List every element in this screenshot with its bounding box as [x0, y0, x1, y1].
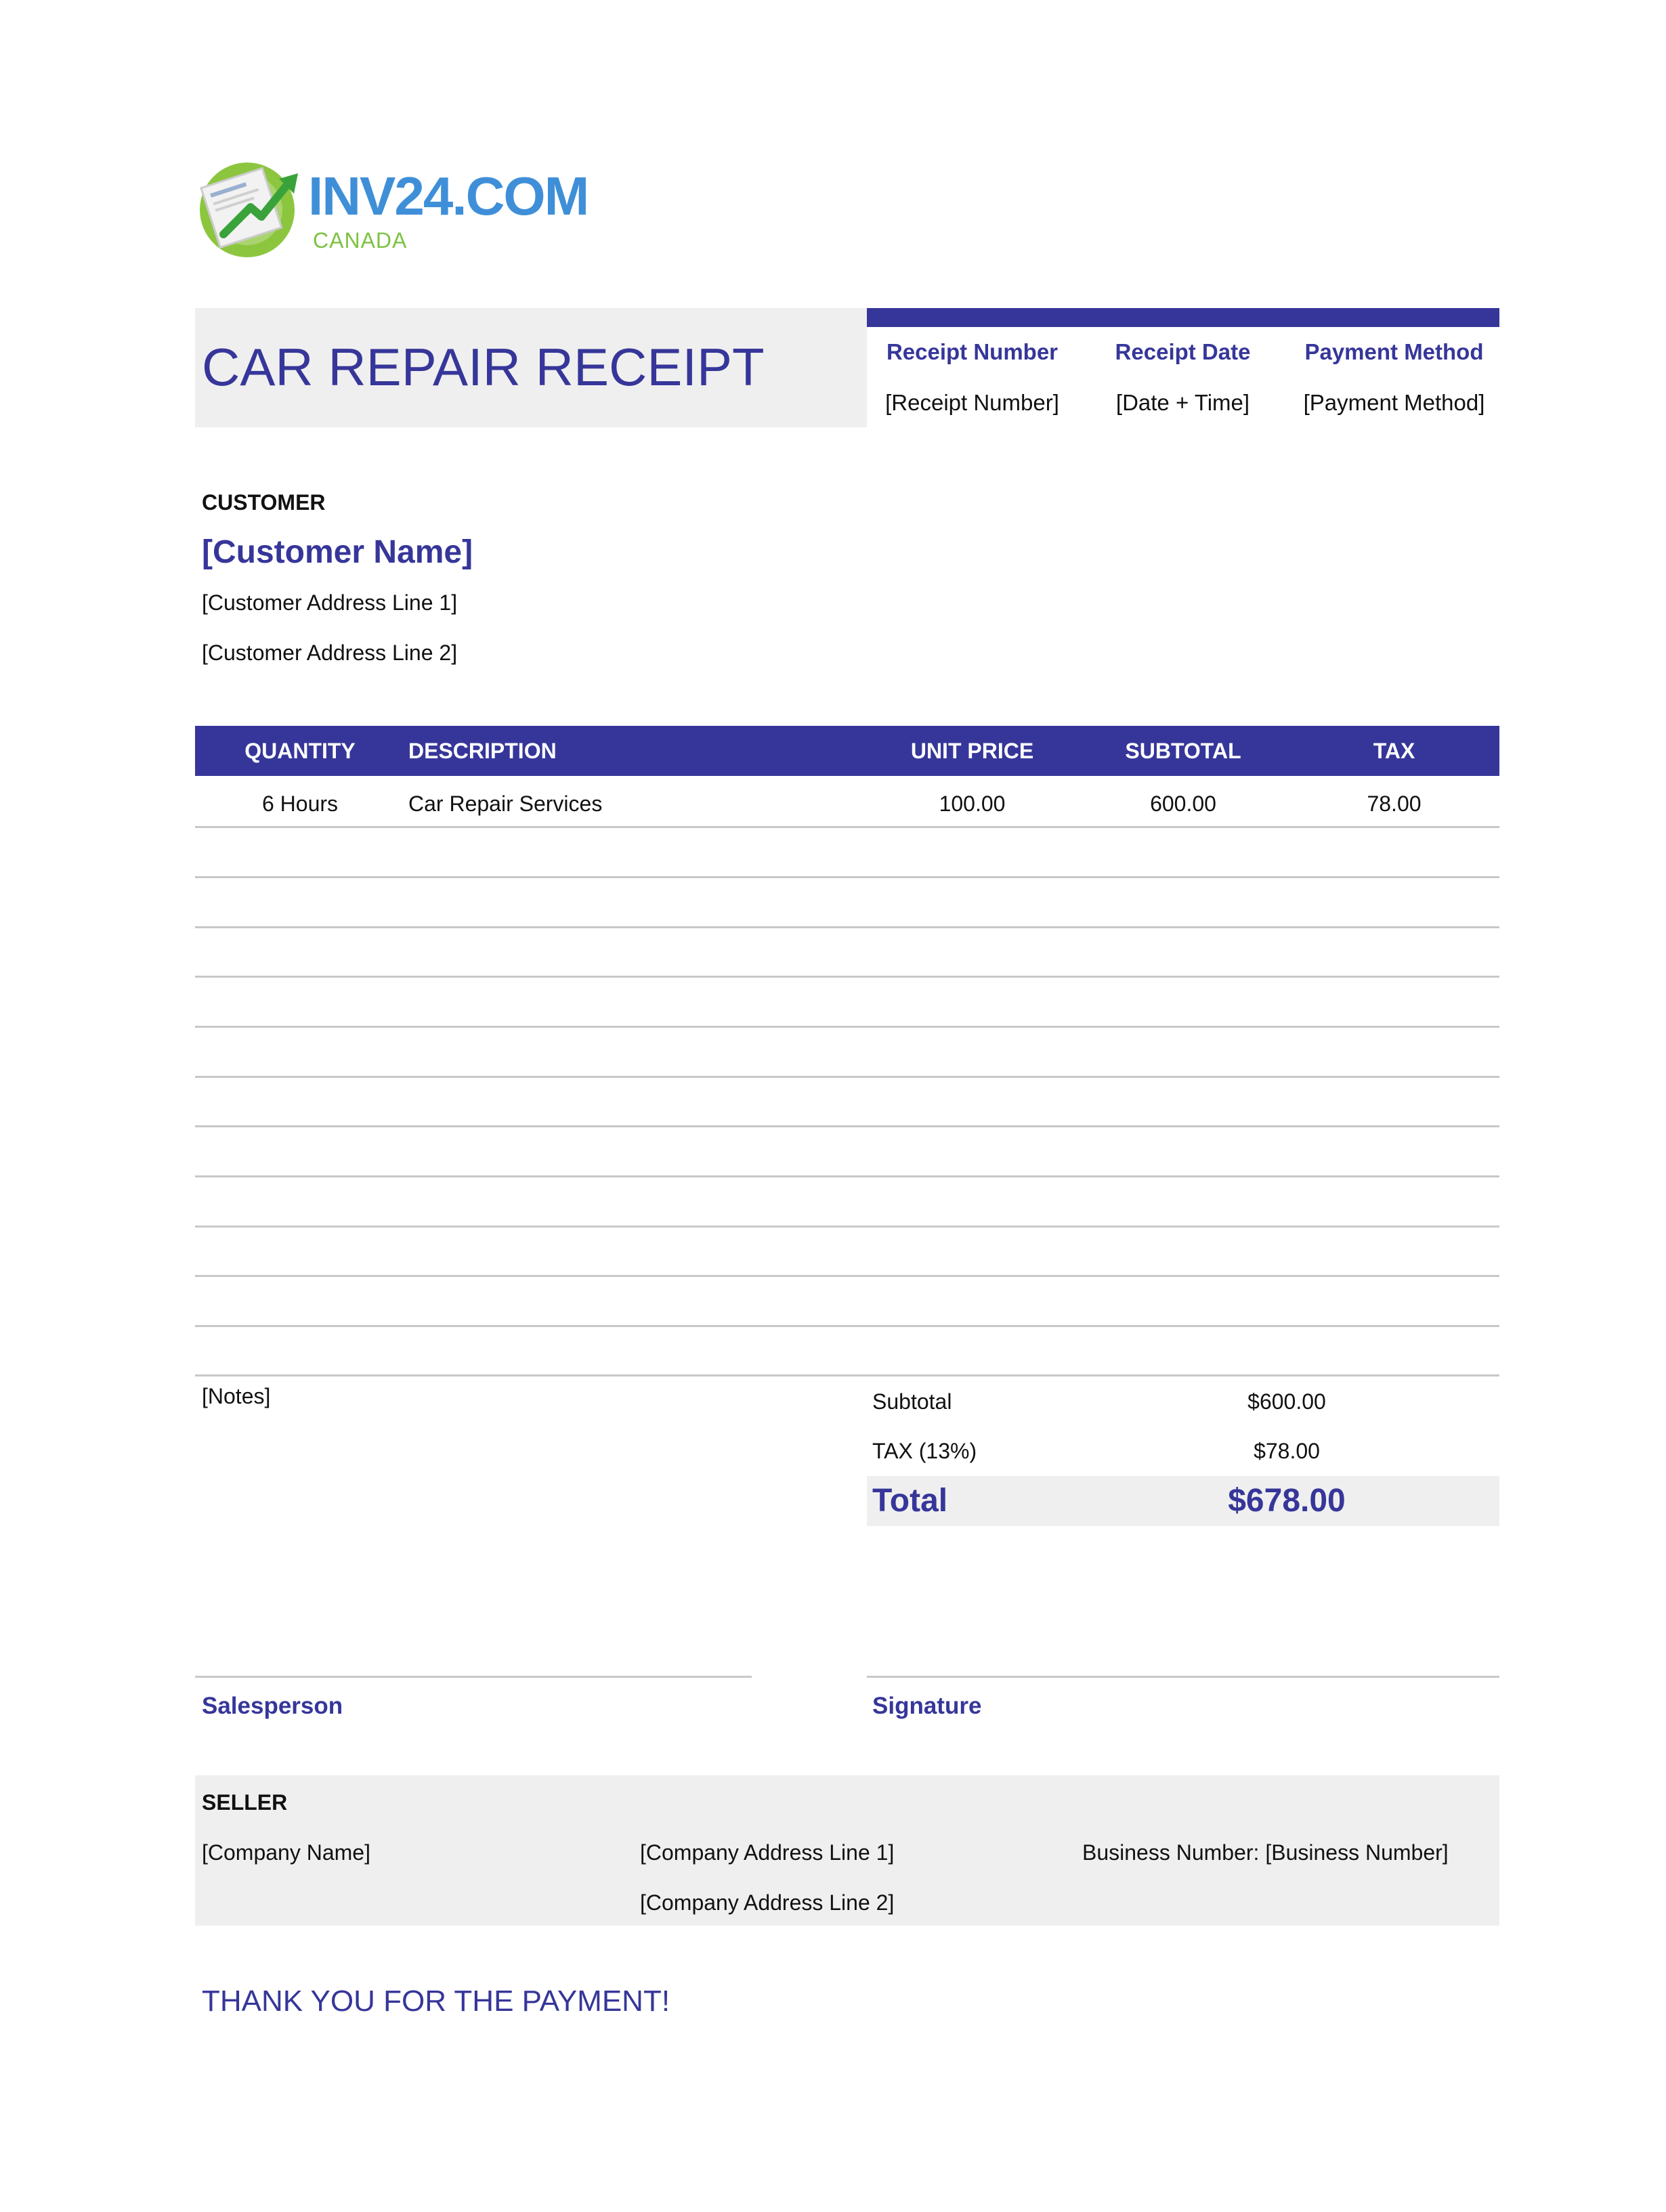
meta-accent-bar: [867, 308, 1499, 327]
payment-method-value: [Payment Method]: [1303, 390, 1485, 415]
row-divider: [195, 1026, 1499, 1028]
receipt-date-label: Receipt Date: [1115, 339, 1251, 364]
receipt-number-label: Receipt Number: [886, 339, 1059, 364]
customer-label: CUSTOMER: [202, 490, 326, 515]
logo-region: CANADA: [313, 228, 408, 253]
row-unit-price: 100.00: [939, 791, 1006, 816]
row-description: Car Repair Services: [408, 791, 603, 816]
business-number: Business Number: [Business Number]: [1082, 1840, 1449, 1865]
customer-name: [Customer Name]: [202, 534, 473, 570]
signature-label: Signature: [872, 1693, 982, 1719]
row-divider: [195, 1076, 1499, 1078]
thank-you-message: THANK YOU FOR THE PAYMENT!: [202, 1985, 670, 2018]
company-name: [Company Name]: [202, 1840, 370, 1865]
company-address-line-1: [Company Address Line 1]: [640, 1840, 895, 1865]
row-divider: [195, 1125, 1499, 1127]
customer-address-line-1: [Customer Address Line 1]: [202, 590, 458, 615]
row-divider: [195, 976, 1499, 978]
payment-method-label: Payment Method: [1304, 339, 1484, 364]
company-address-line-2: [Company Address Line 2]: [640, 1890, 895, 1915]
tax-label: TAX (13%): [872, 1439, 977, 1463]
row-subtotal: 600.00: [1150, 791, 1216, 816]
total-label: Total: [872, 1483, 948, 1519]
col-subtotal: SUBTOTAL: [1125, 739, 1241, 763]
row-divider: [195, 1325, 1499, 1327]
notes: [Notes]: [202, 1384, 271, 1408]
subtotal-value: $600.00: [1247, 1389, 1326, 1414]
row-divider: [195, 876, 1499, 878]
receipt-number-value: [Receipt Number]: [885, 390, 1059, 415]
subtotal-label: Subtotal: [872, 1389, 952, 1414]
tax-value: $78.00: [1254, 1439, 1320, 1463]
salesperson-label: Salesperson: [202, 1693, 343, 1719]
logo-wordmark: INV24.COM: [308, 166, 589, 226]
total-value: $678.00: [1228, 1483, 1346, 1519]
row-tax: 78.00: [1367, 791, 1422, 816]
salesperson-line: [195, 1676, 752, 1678]
signature-line: [867, 1676, 1499, 1678]
document-title: CAR REPAIR RECEIPT: [202, 337, 765, 397]
row-divider: [195, 1175, 1499, 1177]
col-quantity: QUANTITY: [244, 739, 356, 763]
row-divider: [195, 1226, 1499, 1228]
customer-address-line-2: [Customer Address Line 2]: [202, 641, 458, 665]
row-divider: [195, 826, 1499, 828]
col-unit-price: UNIT PRICE: [910, 739, 1034, 763]
row-divider: [195, 926, 1499, 928]
receipt-date-value: [Date + Time]: [1115, 390, 1250, 415]
col-tax: TAX: [1373, 739, 1415, 763]
row-quantity: 6 Hours: [261, 791, 339, 816]
seller-label: SELLER: [202, 1790, 288, 1815]
row-divider: [195, 1275, 1499, 1277]
col-description: DESCRIPTION: [408, 739, 557, 763]
